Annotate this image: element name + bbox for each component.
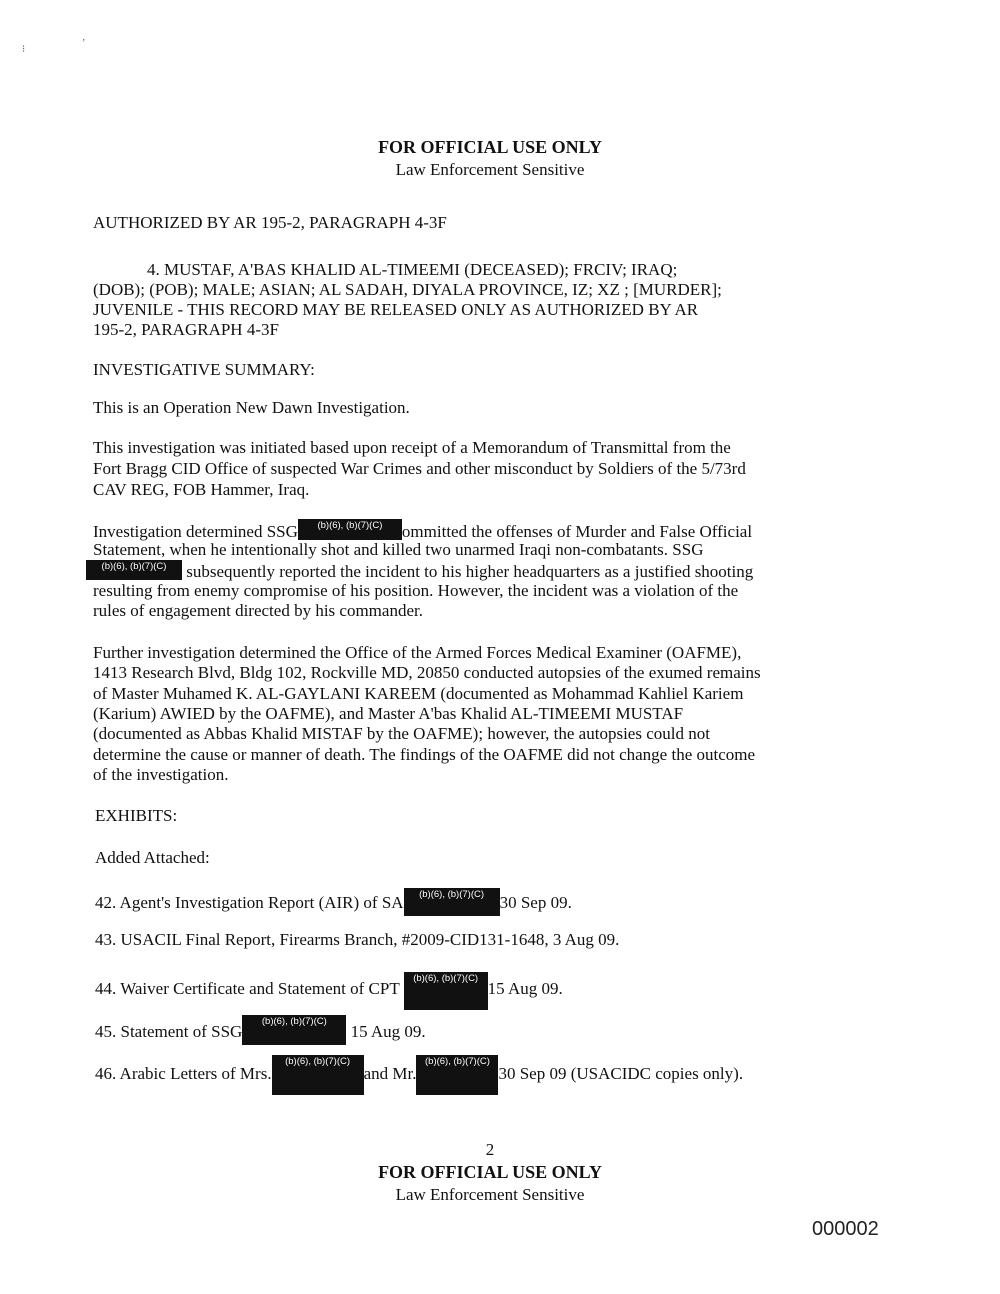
summary-intro: This is an Operation New Dawn Investigation.: [93, 398, 410, 417]
initiated-line-2: Fort Bragg CID Office of suspected War Crimes and other misconduct by Soldiers of the 5/73rd: [93, 459, 746, 478]
subject-line-4: 195-2, PARAGRAPH 4-3F: [93, 320, 279, 339]
authorization-line: AUTHORIZED BY AR 195-2, PARAGRAPH 4-3F: [93, 213, 447, 232]
added-attached: Added Attached:: [95, 848, 210, 867]
further-line-5: (documented as Abbas Khalid MISTAF by the OAFME); however, the autopsies could not: [93, 724, 710, 743]
redaction-box: (b)(6), (b)(7)(C): [404, 888, 500, 916]
footer-caveat: Law Enforcement Sensitive: [395, 1185, 585, 1204]
further-line-6: determine the cause or manner of death. The findings of the OAFME did not change the outcome: [93, 745, 756, 764]
exhibit-45: 45. Statement of SSG (b)(6), (b)(7)(C) 15 Aug 09.: [95, 1015, 426, 1045]
header-classification: FOR OFFICIAL USE ONLY: [378, 137, 602, 157]
scan-mark: ’: [82, 38, 86, 49]
subject-line-3: JUVENILE - THIS RECORD MAY BE RELEASED ONLY AS AUTHORIZED BY AR: [93, 300, 699, 319]
page-number: 2: [485, 1140, 495, 1159]
redaction-box: (b)(6), (b)(7)(C): [242, 1015, 346, 1045]
redaction-box: (b)(6), (b)(7)(C): [404, 972, 488, 1010]
exhibits-heading: EXHIBITS:: [95, 806, 178, 825]
determined-line-2: Statement, when he intentionally shot and killed two unarmed Iraqi non-combatants. SSG: [93, 540, 704, 559]
scan-mark: ⁝: [22, 44, 26, 55]
footer-classification: FOR OFFICIAL USE ONLY: [378, 1162, 602, 1182]
determined-line-1: Investigation determined SSG (b)(6), (b)(7)(C) ommitted the offenses of Murder and False Official: [93, 520, 753, 541]
redaction-box: (b)(6), (b)(7)(C): [86, 560, 182, 580]
further-line-4: (Karium) AWIED by the OAFME), and Master A'bas Khalid AL-TIMEEMI MUSTAF: [93, 704, 684, 723]
subject-line-1: 4. MUSTAF, A'BAS KHALID AL-TIMEEMI (DECEASED); FRCIV; IRAQ;: [147, 260, 678, 279]
document-number: 000002: [812, 1218, 879, 1240]
determined-line-4: resulting from enemy compromise of his position. However, the incident was a violation of the: [93, 581, 739, 600]
initiated-line-1: This investigation was initiated based upon receipt of a Memorandum of Transmittal from the: [93, 438, 731, 457]
further-line-3: of Master Muhamed K. AL-GAYLANI KAREEM (documented as Mohammad Kahliel Kariem: [93, 684, 744, 703]
further-line-7: of the investigation.: [93, 765, 229, 784]
exhibit-43: 43. USACIL Final Report, Firearms Branch, #2009-CID131-1648, 3 Aug 09.: [95, 930, 620, 949]
determined-line-3: (b)(6), (b)(7)(C) subsequently reported the incident to his higher headquarters as a justified shooting: [86, 560, 753, 583]
initiated-line-3: CAV REG, FOB Hammer, Iraq.: [93, 480, 310, 499]
exhibit-44: 44. Waiver Certificate and Statement of CPT (b)(6), (b)(7)(C) 15 Aug 09.: [95, 972, 563, 1010]
further-line-1: Further investigation determined the Office of the Armed Forces Medical Examiner (OAFME),: [93, 643, 742, 662]
subject-line-2: (DOB); (POB); MALE; ASIAN; AL SADAH, DIYALA PROVINCE, IZ; XZ ; [MURDER];: [93, 280, 722, 299]
summary-heading: INVESTIGATIVE SUMMARY:: [93, 360, 315, 379]
determined-line-5: rules of engagement directed by his commander.: [93, 601, 423, 620]
redaction-box: (b)(6), (b)(7)(C): [272, 1055, 364, 1095]
redaction-box: (b)(6), (b)(7)(C): [298, 519, 402, 540]
redaction-box: (b)(6), (b)(7)(C): [416, 1055, 498, 1095]
exhibit-46: 46. Arabic Letters of Mrs. (b)(6), (b)(7)(C) and Mr. (b)(6), (b)(7)(C) 30 Sep 09 (USACIDC copies only).: [95, 1055, 743, 1095]
exhibit-42: 42. Agent's Investigation Report (AIR) of SA (b)(6), (b)(7)(C) 30 Sep 09.: [95, 888, 572, 916]
further-line-2: 1413 Research Blvd, Bldg 102, Rockville MD, 20850 conducted autopsies of the exumed remains: [93, 663, 761, 682]
header-caveat: Law Enforcement Sensitive: [395, 160, 585, 179]
